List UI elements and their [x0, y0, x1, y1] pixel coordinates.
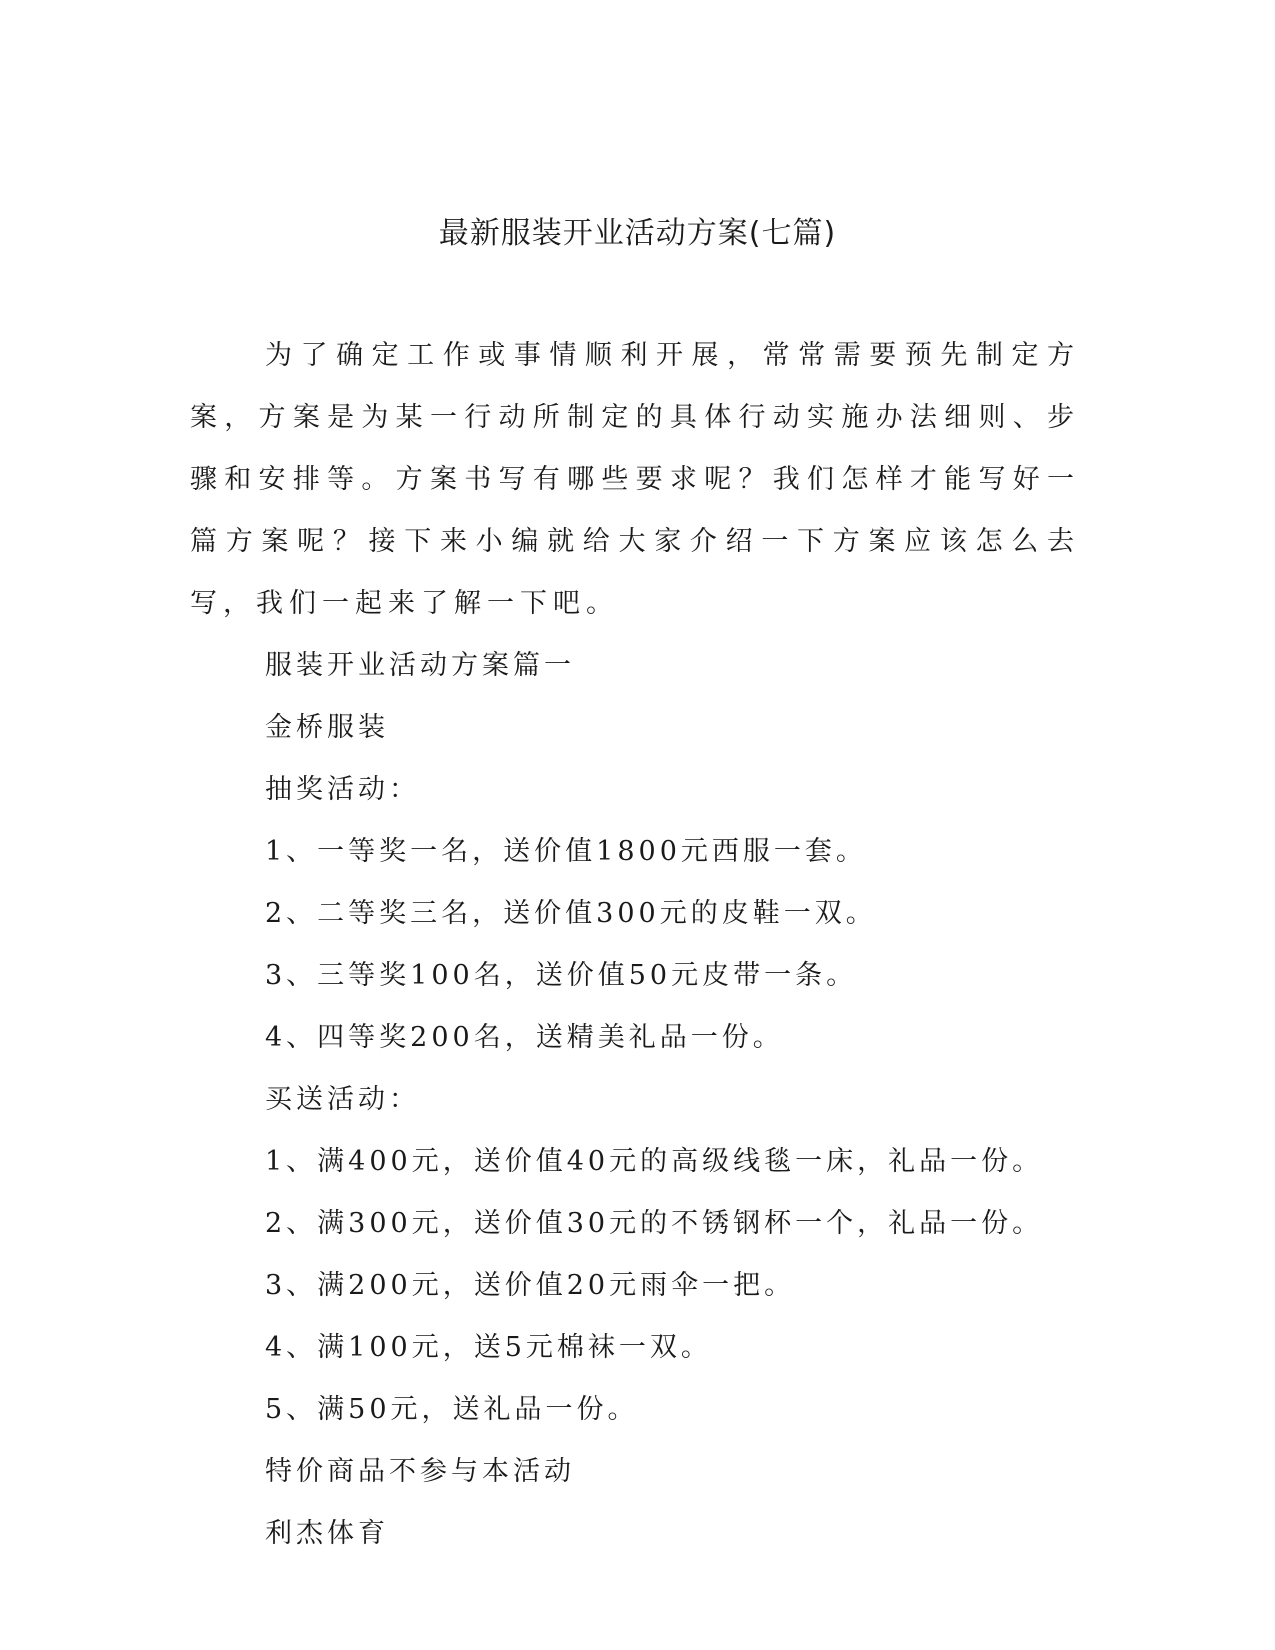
document-title: 最新服装开业活动方案(七篇) — [438, 216, 837, 251]
list-item: 2、二等奖三名，送价值300元的皮鞋一双。 — [265, 898, 877, 929]
list-item: 4、满100元，送5元棉袜一双。 — [265, 1332, 712, 1363]
subsection-heading: 买送活动： — [265, 1084, 420, 1115]
store-name: 金桥服装 — [265, 712, 389, 743]
note-line: 特价商品不参与本活动 — [265, 1456, 575, 1487]
subsection-heading: 抽奖活动： — [265, 774, 420, 805]
list-item: 3、三等奖100名，送价值50元皮带一条。 — [265, 960, 858, 991]
intro-paragraph: 为了确定工作或事情顺利开展，常常需要预先制定方案，方案是为某一行动所制定的具体行动实施办法细则、步骤和安排等。方案书写有哪些要求呢？我们怎样才能写好一篇方案呢？接下来小编就给大家介绍一下方案应该怎么去写，我们一起来了解一下吧。 — [190, 340, 1080, 619]
list-item: 2、满300元，送价值30元的不锈钢杯一个，礼品一份。 — [265, 1208, 1044, 1239]
store-name: 利杰体育 — [265, 1518, 389, 1549]
list-item: 4、四等奖200名，送精美礼品一份。 — [265, 1022, 784, 1053]
list-item: 1、一等奖一名，送价值1800元西服一套。 — [265, 836, 867, 867]
list-item: 1、满400元，送价值40元的高级线毯一床，礼品一份。 — [265, 1146, 1044, 1177]
document-body — [190, 325, 1080, 1565]
list-item: 5、满50元，送礼品一份。 — [265, 1394, 639, 1425]
section-heading: 服装开业活动方案篇一 — [265, 650, 575, 681]
list-item: 3、满200元，送价值20元雨伞一把。 — [265, 1270, 796, 1301]
